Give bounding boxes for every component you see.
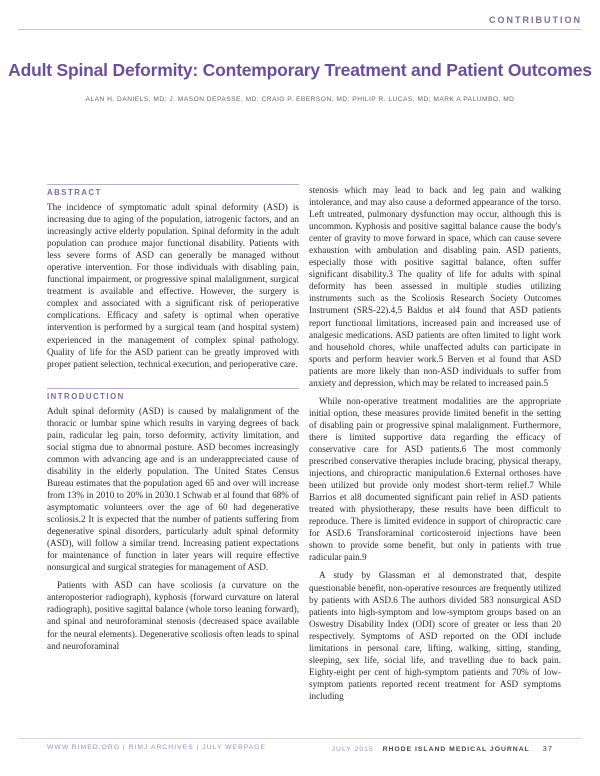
- body-paragraph-3: A study by Glassman et al demonstrated that, despite questionable benefit, non-operative resources are frequently utilized by patients with ASD.6 The authors divided 583 nonsurgical ASD patients into high-symptom and low-symptom groups based on an Oswestry Disability Index (ODI) score of greater or less than 20 respectively. Symptoms of ASD reported on the ODI include limitations in personal care, lifting, walking, sitting, standing, sleeping, sex life, social life, and travelling due to back pain. Eighty-eight per cent of high-symptom patients and 70% of low-symptom patients reported recent treatment for ASD symptoms including: [309, 570, 561, 701]
- left-column: [47, 184, 299, 652]
- article-title: Adult Spinal Deformity: Contemporary Treatment and Patient Outcomes: [8, 60, 592, 80]
- page-number: 37: [542, 744, 553, 753]
- body-paragraph-1: stenosis which may lead to back and leg pain and walking intolerance, and may also cause a deformed appearance of the torso. Left untreated, pulmonary dysfunction may occur, although this is uncommon. Kyphosis and positive sagittal balance cause the body's center of gravity to move forward in space, which can cause severe exhaustion with ambulation and disabling pain. ASD patients, especially those with positive sagittal balance, often suffer significant disability.3 The quality of life for adults with spinal deformity has been assessed in multiple studies utilizing instruments such as the Scoliosis Research Society Outcomes Instrument (SRS-22).4,5 Baldus et al4 found that ASD patients report functional limitations, increased pain and increased use of analgesic medications. ASD patients are often limited to light work and household chores, while unaffected adults can participate in sports and perform heavier work.5 Berven et al found that ASD patients are more likely than non-ASD individuals to suffer from anxiety and depression, which may be related to increased pain.5: [309, 185, 561, 388]
- right-column: [309, 184, 561, 702]
- author-list: ALAN H. DANIELS, MD; J. MASON DEPASSE, MD; CRAIG P. EBERSON, MD; PHILIP R. LUCAS, MD; MARK A PALUMBO, MD: [85, 96, 515, 103]
- footer-divider: [18, 738, 582, 739]
- section-label: CONTRIBUTION: [489, 15, 582, 25]
- introduction-heading: INTRODUCTION: [47, 388, 299, 401]
- footer-info: [332, 744, 553, 753]
- issue-date: JULY 2015: [331, 746, 374, 753]
- header-divider: [18, 29, 582, 30]
- intro-paragraph-1: Adult spinal deformity (ASD) is caused by malalignment of the thoracic or lumbar spine which results in varying degrees of back pain, radicular leg pain, torso deformity, activity limitation, and social stigma due to abnormal posture. ASD becomes increasingly common with advancing age and is an underappreciated cause of disability in the elderly population. The United States Census Bureau estimates that the population aged 65 and over will increase from 13% in 2010 to 20% in 2030.1 Schwab et al found that 68% of asymptomatic volunteers over the age of 60 had degenerative scoliosis.2 It is expected that the number of patients suffering from degenerative spinal disorders, particularly adult spinal deformity (ASD), will follow a similar trend. Increasing patient expectations for maintenance of function in later years will require effective nonsurgical and surgical strategies for management of ASD.: [47, 405, 299, 573]
- abstract-heading: ABSTRACT: [47, 184, 299, 197]
- abstract-text: The incidence of symptomatic adult spinal deformity (ASD) is increasing due to aging of the population, iatrogenic factors, and an increasingly active elderly population. Spinal deformity in the adult population can produce major functional disability. Patients with less severe forms of ASD can generally be managed without operative intervention. For those individuals with disabling pain, functional impairment, or progressive spinal malalignment, surgical treatment is available and effective. However, the surgery is complex and associated with a significant risk of perioperative complications. Efficacy and safety is optimal when operative intervention is performed by a surgical team (and hospital system) experienced in the management of complex spinal pathology. Quality of life for the ASD patient can be greatly improved with proper patient selection, technical execution, and perioperative care.: [47, 202, 299, 369]
- intro-paragraph-2: Patients with ASD can have scoliosis (a curvature on the anteroposterior radiograph), kyphosis (forward curvature on lateral radiograph), positive sagittal balance (whole torso leaning forward), and spinal and neuroforaminal stenosis (decreased space available for the neural elements). Degenerative scoliosis often leads to spinal and neuroforaminal: [47, 580, 299, 651]
- journal-name: RHODE ISLAND MEDICAL JOURNAL: [382, 746, 530, 753]
- body-paragraph-2: While non-operative treatment modalities are the appropriate initial option, these measures provide limited benefit in the setting of disabling pain or progressive spinal malalignment. Furthermore, there is limited supportive data regarding the efficacy of conservative care for ASD patients.6 The most commonly prescribed conservative therapies include bracing, physical therapy, injections, and chiropractic manipulation.6 External orthoses have been utilized but provide only modest short-term relief.7 While Barrios et al8 documented significant pain relief in ASD patients treated with physiotherapy, these results have been difficult to reproduce. There is limited evidence in support of chiropractic care for ASD.6 Transforaminal corticosteroid injections have been shown to provide some benefit, but only in patients with true radicular pain.9: [309, 395, 561, 563]
- footer-links[interactable]: WWW.RIMED.ORG | RIMJ ARCHIVES | JULY WEBPAGE: [47, 744, 266, 751]
